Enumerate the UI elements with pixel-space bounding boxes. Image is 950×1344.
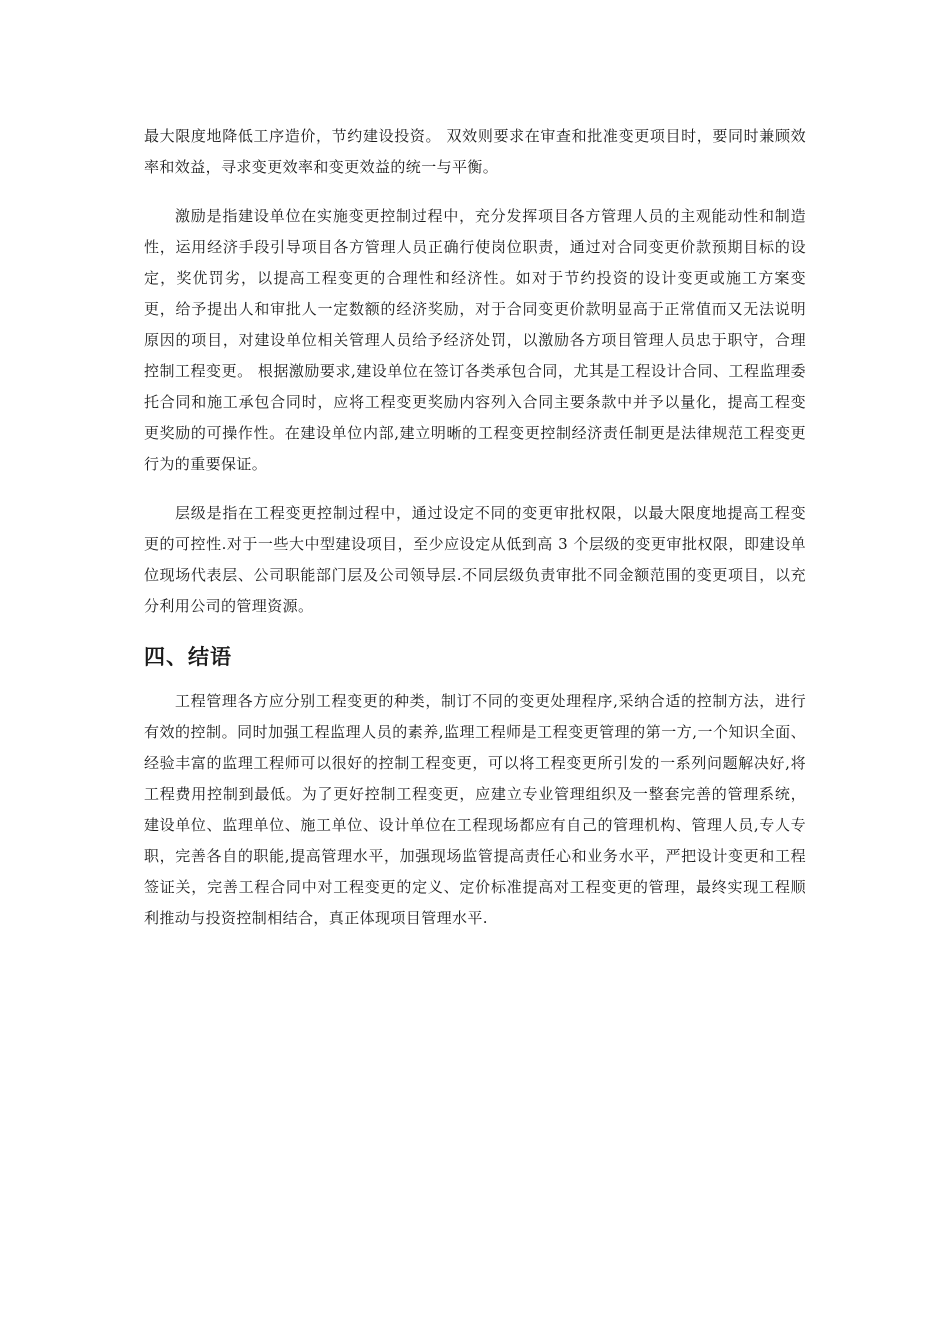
paragraph-hierarchy: 层级是指在工程变更控制过程中，通过设定不同的变更审批权限，以最大限度地提高工程变更的可控性.对于一些大中型建设项目，至少应设定从低到高 3 个层级的变更审批权限，即建设单位现场代表层、公司职能部门层及公司领导层.不同层级负责审批不同金额范围的变更项目，以充分利用公司的管理资源。 xyxy=(144,504,806,615)
paragraph-incentive: 激励是指建设单位在实施变更控制过程中，充分发挥项目各方管理人员的主观能动性和制造性，运用经济手段引导项目各方管理人员正确行使岗位职责，通过对合同变更价款预期目标的设定，奖优罚劣，以提高工程变更的合理性和经济性。如对于节约投资的设计变更或施工方案变更，给予提出人和审批人一定数额的经济奖励，对于合同变更价款明显高于正常值而又无法说明原因的项目，对建设单位相关管理人员给予经济处罚，以激励各方项目管理人员忠于职守，合理控制工程变更。 根据激励要求,建设单位在签订各类承包合同，尤其是工程设计合同、工程监理委托合同和施工承包合同时，应将工程变更奖励内容列入合同主要条款中并予以量化，提高工程变更奖励的可操作性。在建设单位内部,建立明晰的工程变更控制经济责任制更是法律规范工程变更行为的重要保证。 xyxy=(144,207,806,473)
document-page xyxy=(144,121,806,952)
section-heading-conclusion: 四、结语 xyxy=(144,645,232,669)
paragraph-dual-efficiency: 最大限度地降低工序造价，节约建设投资。 双效则要求在审查和批准变更项目时，要同时兼顾效率和效益，寻求变更效率和变更效益的统一与平衡。 xyxy=(144,127,806,176)
paragraph-conclusion: 工程管理各方应分别工程变更的种类，制订不同的变更处理程序,采纳合适的控制方法，进行有效的控制。同时加强工程监理人员的素养,监理工程师是工程变更管理的第一方,一个知识全面、经验丰富的监理工程师可以很好的控制工程变更，可以将工程变更所引发的一系列问题解决好,将工程费用控制到最低。为了更好控制工程变更，应建立专业管理组织及一整套完善的管理系统，建设单位、监理单位、施工单位、设计单位在工程现场都应有自己的管理机构、管理人员,专人专职，完善各自的职能,提高管理水平，加强现场监管提高责任心和业务水平，严把设计变更和工程签证关，完善工程合同中对工程变更的定义、定价标准提高对工程变更的管理，最终实现工程顺利推动与投资控制相结合，真正体现项目管理水平. xyxy=(144,692,806,927)
